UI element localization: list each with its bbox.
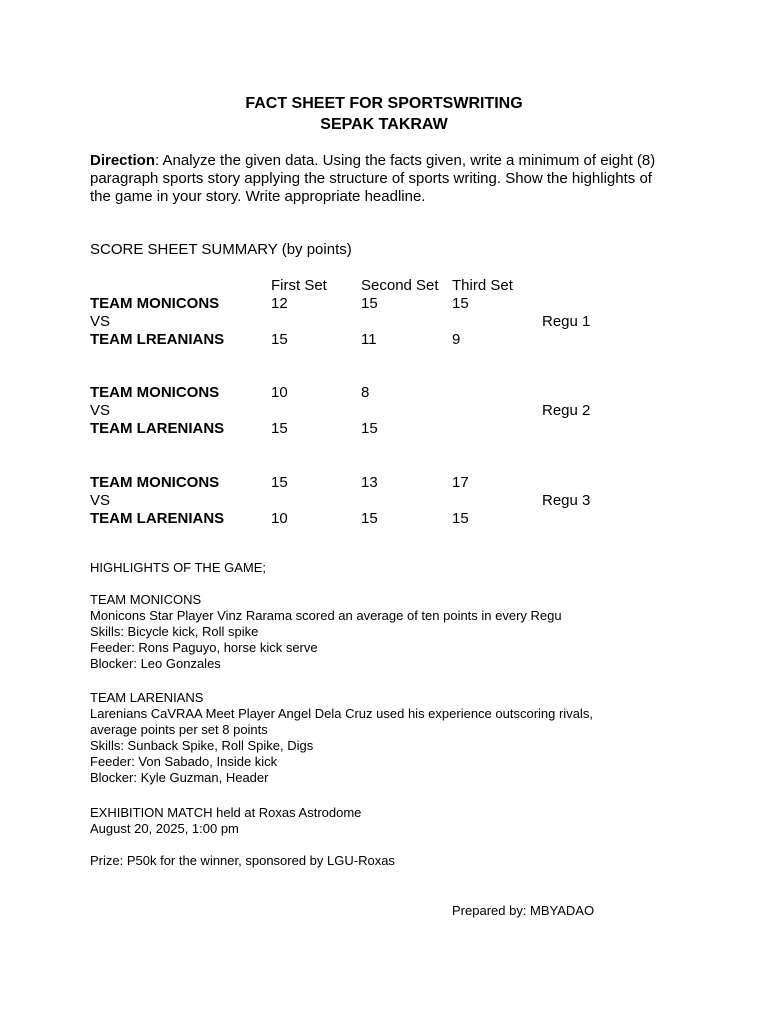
monicons-star-player: Monicons Star Player Vinz Rarama scored an average of ten points in every Regu bbox=[90, 608, 562, 623]
match-2-regu-label: Regu 2 bbox=[542, 402, 591, 419]
match-1-team2-set1: 15 bbox=[271, 331, 288, 348]
event-prize: Prize: P50k for the winner, sponsored by LGU-Roxas bbox=[90, 853, 395, 868]
match-3-team2-set3: 15 bbox=[452, 510, 469, 527]
monicons-feeder: Feeder: Rons Paguyo, horse kick serve bbox=[90, 640, 318, 655]
column-header-third-set: Third Set bbox=[452, 277, 513, 294]
larenians-skills: Skills: Sunback Spike, Roll Spike, Digs bbox=[90, 738, 314, 753]
score-summary-heading: SCORE SHEET SUMMARY (by points) bbox=[90, 241, 352, 258]
larenians-feeder: Feeder: Von Sabado, Inside kick bbox=[90, 754, 278, 769]
match-1-team1-set3: 15 bbox=[452, 295, 469, 312]
match-3-regu-label: Regu 3 bbox=[542, 492, 591, 509]
page-subtitle: SEPAK TAKRAW bbox=[320, 116, 448, 133]
direction-text: : Analyze the given data. Using the facts given, write a minimum of eight (8) paragraph sports story applying the structure of sports writing. Show the highlights of the game in your story. Write appropriate headline. bbox=[90, 152, 656, 205]
match-1-regu-label: Regu 1 bbox=[542, 313, 591, 330]
monicons-highlights bbox=[90, 592, 562, 672]
match-3-team2-set2: 15 bbox=[361, 510, 378, 527]
match-3-team1-set1: 15 bbox=[271, 474, 288, 491]
page-title: FACT SHEET FOR SPORTSWRITING bbox=[245, 95, 523, 112]
event-datetime: August 20, 2025, 1:00 pm bbox=[90, 821, 239, 836]
match-1-team1-set1: 12 bbox=[271, 295, 288, 312]
event-info bbox=[90, 805, 361, 837]
match-2-team1-set1: 10 bbox=[271, 384, 288, 401]
direction-label: Direction bbox=[90, 152, 156, 169]
larenians-star-player-line2: average points per set 8 points bbox=[90, 722, 268, 737]
highlights-heading: HIGHLIGHTS OF THE GAME; bbox=[90, 560, 267, 575]
match-2-team2-set2: 15 bbox=[361, 420, 378, 437]
direction-paragraph bbox=[90, 152, 670, 206]
match-2-team2-name: TEAM LARENIANS bbox=[90, 420, 225, 437]
match-2-team1-set2: 8 bbox=[361, 384, 370, 401]
match-1-team2-set2: 11 bbox=[361, 331, 377, 348]
column-header-second-set: Second Set bbox=[361, 277, 439, 294]
match-1-vs: VS bbox=[90, 313, 111, 330]
monicons-team-name: TEAM MONICONS bbox=[90, 592, 202, 607]
match-3-team2-name: TEAM LARENIANS bbox=[90, 510, 225, 527]
match-3-team1-set2: 13 bbox=[361, 474, 378, 491]
column-header-first-set: First Set bbox=[271, 277, 327, 294]
match-1-team2-name: TEAM LREANIANS bbox=[90, 331, 225, 348]
match-2-team1-name: TEAM MONICONS bbox=[90, 384, 220, 401]
event-venue: EXHIBITION MATCH held at Roxas Astrodome bbox=[90, 805, 362, 820]
larenians-blocker: Blocker: Kyle Guzman, Header bbox=[90, 770, 269, 785]
match-1-team2-set3: 9 bbox=[452, 331, 461, 348]
match-2-vs: VS bbox=[90, 402, 111, 419]
monicons-blocker: Blocker: Leo Gonzales bbox=[90, 656, 221, 671]
match-3-team2-set1: 10 bbox=[271, 510, 288, 527]
larenians-team-name: TEAM LARENIANS bbox=[90, 690, 204, 705]
match-3-team1-name: TEAM MONICONS bbox=[90, 474, 220, 491]
match-3-vs: VS bbox=[90, 492, 111, 509]
prepared-by: Prepared by: MBYADAO bbox=[452, 903, 595, 918]
match-1-team1-set2: 15 bbox=[361, 295, 378, 312]
match-2-team2-set1: 15 bbox=[271, 420, 288, 437]
match-3-team1-set3: 17 bbox=[452, 474, 469, 491]
larenians-highlights bbox=[90, 690, 593, 786]
larenians-star-player-line1: Larenians CaVRAA Meet Player Angel Dela Cruz used his experience outscoring rivals, bbox=[90, 706, 593, 721]
match-1-team1-name: TEAM MONICONS bbox=[90, 295, 220, 312]
monicons-skills: Skills: Bicycle kick, Roll spike bbox=[90, 624, 259, 639]
